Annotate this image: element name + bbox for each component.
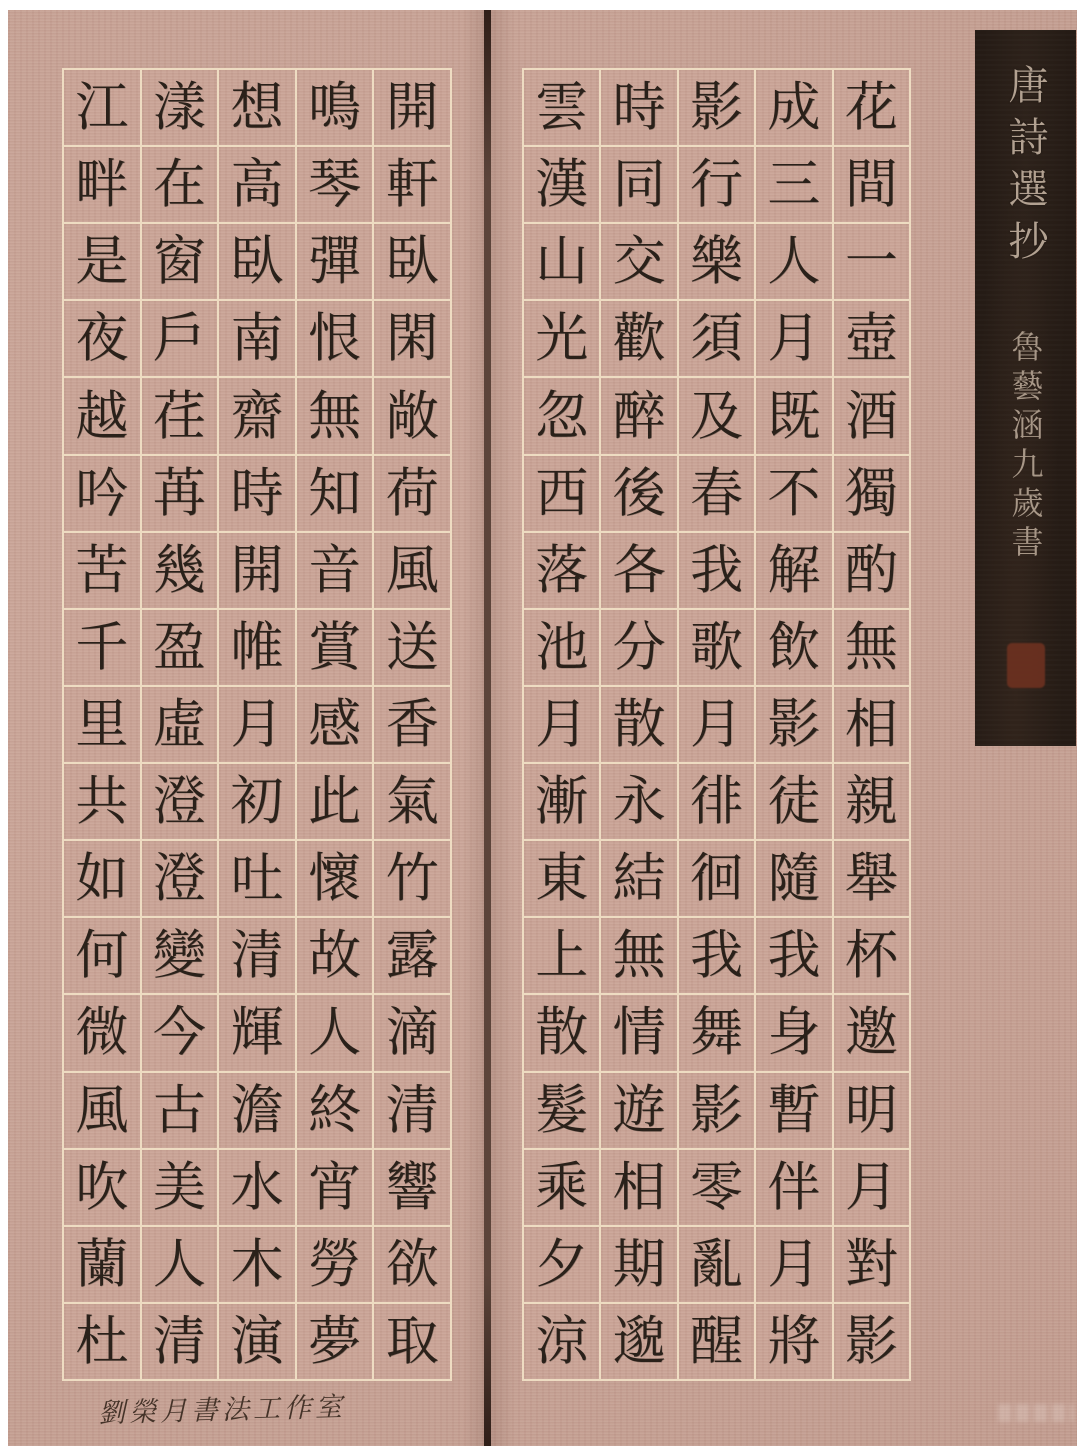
grid-cell: 一 — [834, 224, 909, 299]
grid-cell: 戶 — [142, 301, 218, 376]
grid-cell: 感 — [297, 687, 373, 762]
grid-cell: 閑 — [374, 301, 450, 376]
grid-cell: 彈 — [297, 224, 373, 299]
grid-cell: 賞 — [297, 610, 373, 685]
grid-cell: 欲 — [374, 1227, 450, 1302]
grid-cell: 伴 — [756, 1150, 831, 1225]
grid-cell: 遊 — [601, 1073, 676, 1148]
grid-cell: 散 — [601, 687, 676, 762]
grid-cell: 開 — [374, 70, 450, 145]
grid-cell: 酒 — [834, 378, 909, 453]
grid-cell: 千 — [64, 610, 140, 685]
grid-cell: 光 — [524, 301, 599, 376]
grid-cell: 情 — [601, 995, 676, 1070]
grid-cell: 不 — [756, 456, 831, 531]
grid-cell: 我 — [756, 918, 831, 993]
grid-cell: 忽 — [524, 378, 599, 453]
grid-cell: 響 — [374, 1150, 450, 1225]
grid-cell: 想 — [219, 70, 295, 145]
grid-cell: 漾 — [142, 70, 218, 145]
grid-cell: 吟 — [64, 456, 140, 531]
grid-cell: 邈 — [601, 1304, 676, 1379]
grid-cell: 舉 — [834, 841, 909, 916]
grid-cell: 杜 — [64, 1304, 140, 1379]
grid-cell: 何 — [64, 918, 140, 993]
grid-cell: 里 — [64, 687, 140, 762]
grid-cell: 苒 — [142, 456, 218, 531]
grid-cell: 盈 — [142, 610, 218, 685]
grid-cell: 醒 — [679, 1304, 754, 1379]
grid-cell: 月 — [756, 301, 831, 376]
grid-cell: 幾 — [142, 533, 218, 608]
grid-cell: 臥 — [374, 224, 450, 299]
grid-cell: 影 — [679, 70, 754, 145]
grid-cell: 樂 — [679, 224, 754, 299]
grid-cell: 及 — [679, 378, 754, 453]
red-seal — [1007, 643, 1045, 688]
grid-cell: 香 — [374, 687, 450, 762]
grid-cell: 澄 — [142, 841, 218, 916]
grid-cell: 時 — [601, 70, 676, 145]
grid-cell: 身 — [756, 995, 831, 1070]
grid-cell: 我 — [679, 533, 754, 608]
grid-cell: 滴 — [374, 995, 450, 1070]
grid-cell: 影 — [834, 1304, 909, 1379]
grid-cell: 月 — [219, 687, 295, 762]
grid-cell: 澹 — [219, 1073, 295, 1148]
grid-cell: 壺 — [834, 301, 909, 376]
grid-cell: 乘 — [524, 1150, 599, 1225]
grid-cell: 畔 — [64, 147, 140, 222]
grid-cell: 軒 — [374, 147, 450, 222]
grid-cell: 人 — [756, 224, 831, 299]
grid-cell: 越 — [64, 378, 140, 453]
grid-cell: 美 — [142, 1150, 218, 1225]
grid-cell: 將 — [756, 1304, 831, 1379]
grid-cell: 風 — [374, 533, 450, 608]
grid-cell: 邀 — [834, 995, 909, 1070]
grid-cell: 風 — [64, 1073, 140, 1148]
grid-cell: 交 — [601, 224, 676, 299]
grid-cell: 露 — [374, 918, 450, 993]
grid-cell: 荷 — [374, 456, 450, 531]
grid-cell: 行 — [679, 147, 754, 222]
grid-cell: 月 — [834, 1150, 909, 1225]
grid-cell: 此 — [297, 764, 373, 839]
grid-cell: 懷 — [297, 841, 373, 916]
grid-cell: 明 — [834, 1073, 909, 1148]
grid-cell: 時 — [219, 456, 295, 531]
grid-cell: 竹 — [374, 841, 450, 916]
grid-cell: 既 — [756, 378, 831, 453]
grid-cell: 舞 — [679, 995, 754, 1070]
grid-cell: 各 — [601, 533, 676, 608]
grid-cell: 人 — [142, 1227, 218, 1302]
grid-cell: 演 — [219, 1304, 295, 1379]
grid-cell: 終 — [297, 1073, 373, 1148]
grid-cell: 醉 — [601, 378, 676, 453]
grid-cell: 解 — [756, 533, 831, 608]
grid-cell: 亂 — [679, 1227, 754, 1302]
grid-cell: 無 — [297, 378, 373, 453]
grid-cell: 酌 — [834, 533, 909, 608]
grid-cell: 徒 — [756, 764, 831, 839]
grid-cell: 無 — [601, 918, 676, 993]
grid-cell: 古 — [142, 1073, 218, 1148]
grid-cell: 送 — [374, 610, 450, 685]
grid-cell: 苦 — [64, 533, 140, 608]
grid-cell: 荏 — [142, 378, 218, 453]
grid-cell: 雲 — [524, 70, 599, 145]
grid-cell: 零 — [679, 1150, 754, 1225]
grid-cell: 窗 — [142, 224, 218, 299]
grid-cell: 月 — [756, 1227, 831, 1302]
grid-cell: 相 — [834, 687, 909, 762]
right-page-character-grid — [522, 68, 911, 1381]
grid-cell: 知 — [297, 456, 373, 531]
grid-cell: 今 — [142, 995, 218, 1070]
page-fold-divider — [484, 10, 491, 1446]
grid-cell: 臥 — [219, 224, 295, 299]
watermark — [998, 1404, 1074, 1422]
grid-cell: 帷 — [219, 610, 295, 685]
studio-signature: 劉榮月書法工作室 — [97, 1391, 347, 1430]
grid-cell: 南 — [219, 301, 295, 376]
grid-cell: 清 — [374, 1073, 450, 1148]
grid-cell: 漸 — [524, 764, 599, 839]
grid-cell: 輝 — [219, 995, 295, 1070]
grid-cell: 歡 — [601, 301, 676, 376]
grid-cell: 宵 — [297, 1150, 373, 1225]
grid-cell: 夕 — [524, 1227, 599, 1302]
grid-cell: 夢 — [297, 1304, 373, 1379]
grid-cell: 西 — [524, 456, 599, 531]
title-text: 唐詩選抄 — [1002, 64, 1048, 272]
grid-cell: 永 — [601, 764, 676, 839]
grid-cell: 吹 — [64, 1150, 140, 1225]
grid-cell: 江 — [64, 70, 140, 145]
grid-cell: 月 — [524, 687, 599, 762]
grid-cell: 木 — [219, 1227, 295, 1302]
grid-cell: 池 — [524, 610, 599, 685]
grid-cell: 故 — [297, 918, 373, 993]
grid-cell: 結 — [601, 841, 676, 916]
grid-cell: 蘭 — [64, 1227, 140, 1302]
grid-cell: 影 — [679, 1073, 754, 1148]
grid-cell: 鳴 — [297, 70, 373, 145]
grid-cell: 歌 — [679, 610, 754, 685]
grid-cell: 春 — [679, 456, 754, 531]
grid-cell: 清 — [142, 1304, 218, 1379]
grid-cell: 人 — [297, 995, 373, 1070]
grid-cell: 山 — [524, 224, 599, 299]
grid-cell: 影 — [756, 687, 831, 762]
grid-cell: 髮 — [524, 1073, 599, 1148]
grid-cell: 齋 — [219, 378, 295, 453]
grid-cell: 月 — [679, 687, 754, 762]
grid-cell: 夜 — [64, 301, 140, 376]
grid-cell: 勞 — [297, 1227, 373, 1302]
grid-cell: 清 — [219, 918, 295, 993]
grid-cell: 如 — [64, 841, 140, 916]
grid-cell: 獨 — [834, 456, 909, 531]
grid-cell: 漢 — [524, 147, 599, 222]
grid-cell: 對 — [834, 1227, 909, 1302]
grid-cell: 澄 — [142, 764, 218, 839]
grid-cell: 氣 — [374, 764, 450, 839]
grid-cell: 敞 — [374, 378, 450, 453]
grid-cell: 無 — [834, 610, 909, 685]
grid-cell: 隨 — [756, 841, 831, 916]
left-page-character-grid — [62, 68, 452, 1381]
grid-cell: 東 — [524, 841, 599, 916]
grid-cell: 花 — [834, 70, 909, 145]
grid-cell: 變 — [142, 918, 218, 993]
grid-cell: 暫 — [756, 1073, 831, 1148]
grid-cell: 開 — [219, 533, 295, 608]
grid-cell: 相 — [601, 1150, 676, 1225]
grid-cell: 琴 — [297, 147, 373, 222]
grid-cell: 徊 — [679, 841, 754, 916]
grid-cell: 恨 — [297, 301, 373, 376]
grid-cell: 共 — [64, 764, 140, 839]
grid-cell: 須 — [679, 301, 754, 376]
grid-cell: 三 — [756, 147, 831, 222]
title-strip — [975, 30, 1076, 746]
grid-cell: 我 — [679, 918, 754, 993]
grid-cell: 音 — [297, 533, 373, 608]
grid-cell: 徘 — [679, 764, 754, 839]
grid-cell: 微 — [64, 995, 140, 1070]
calligrapher-signature: 魯藝涵九歲書 — [1006, 330, 1045, 564]
grid-cell: 是 — [64, 224, 140, 299]
grid-cell: 成 — [756, 70, 831, 145]
grid-cell: 分 — [601, 610, 676, 685]
grid-cell: 虛 — [142, 687, 218, 762]
grid-cell: 水 — [219, 1150, 295, 1225]
grid-cell: 取 — [374, 1304, 450, 1379]
grid-cell: 落 — [524, 533, 599, 608]
grid-cell: 後 — [601, 456, 676, 531]
grid-cell: 高 — [219, 147, 295, 222]
grid-cell: 同 — [601, 147, 676, 222]
grid-cell: 親 — [834, 764, 909, 839]
grid-cell: 上 — [524, 918, 599, 993]
grid-cell: 飲 — [756, 610, 831, 685]
grid-cell: 在 — [142, 147, 218, 222]
grid-cell: 期 — [601, 1227, 676, 1302]
grid-cell: 初 — [219, 764, 295, 839]
grid-cell: 吐 — [219, 841, 295, 916]
grid-cell: 杯 — [834, 918, 909, 993]
grid-cell: 涼 — [524, 1304, 599, 1379]
grid-cell: 間 — [834, 147, 909, 222]
grid-cell: 散 — [524, 995, 599, 1070]
